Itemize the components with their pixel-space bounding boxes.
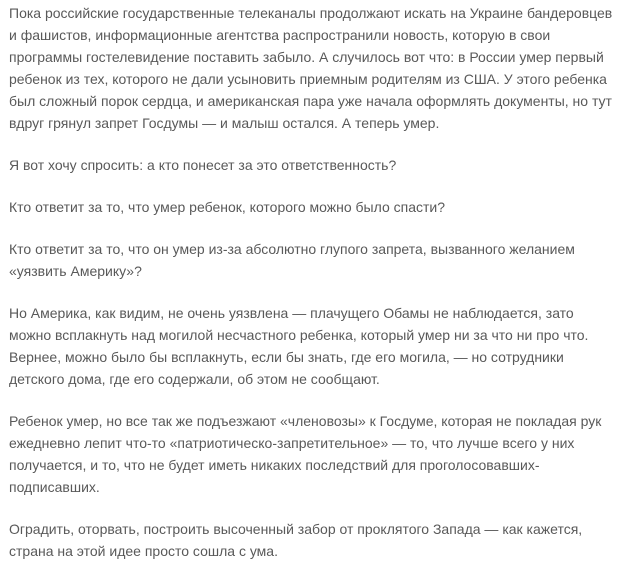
article-paragraph: Оградить, оторвать, построить высоченный забор от проклятого Запада — как кажется, страна на этой идее просто сошла с ума. [9,521,583,559]
article-paragraph: Пока российские государственные телеканалы продолжают искать на Украине бандеровцев и фашистов, информационные агентства распространили новость, которую в свои программы гостелевидение поставить забыло. А случилось вот что: в России умер первый ребенок из тех, которого не дали усыновить приемным родителям из США. У этого ребенка был сложный порок сердца, и американская пара уже начала оформлять документы, но тут вдруг грянул запрет Госдумы — и малыш остался. А теперь умер. [9,5,613,131]
article-paragraph: Кто ответит за то, что он умер из-за абсолютно глупого запрета, вызванного желанием «уязвить Америку»? [9,241,575,279]
article-paragraph: Но Америка, как видим, не очень уязвлена — плачущего Обамы не наблюдается, зато можно всплакнуть над могилой несчастного ребенка, который умер ни за что ни про что. Вернее, можно было бы всплакнуть, если бы знать, где его могила, — но сотрудники детского дома, где его содержали, об этом не сообщают. [9,305,589,387]
article-paragraph: Ребенок умер, но все так же подъезжают «членовозы» к Госдуме, которая не покладая рук ежедневно лепит что-то «патриотическо-запретительное» — то, что лучше всего у них получается, и то, что не будет иметь никаких последствий для проголосовавших-подписавших. [9,413,602,495]
article-paragraph: Я вот хочу спросить: а кто понесет за это ответственность? [9,157,397,173]
article-paragraph: Кто ответит за то, что умер ребенок, которого можно было спасти? [9,199,446,215]
article-body [9,0,615,582]
